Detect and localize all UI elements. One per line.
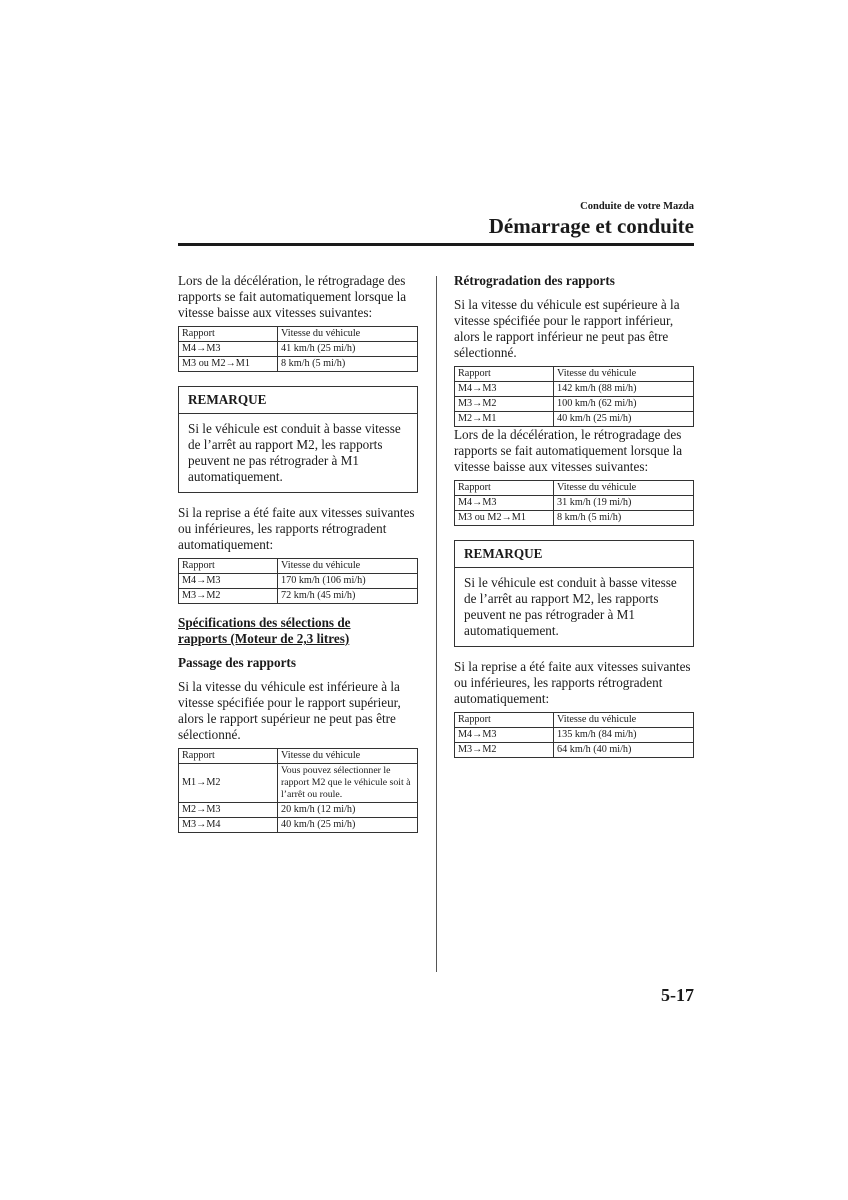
table-header-cell: Vitesse du véhicule bbox=[278, 749, 418, 764]
table-cell: M4→M3 bbox=[455, 496, 554, 511]
table-cell: 72 km/h (45 mi/h) bbox=[278, 589, 418, 604]
right-table-reprise bbox=[454, 712, 694, 758]
table-cell: 100 km/h (62 mi/h) bbox=[554, 397, 694, 412]
table-row bbox=[455, 397, 694, 412]
table-row bbox=[179, 764, 418, 803]
page-number: 5-17 bbox=[661, 985, 694, 1005]
header-divider bbox=[178, 243, 694, 246]
table-cell: 41 km/h (25 mi/h) bbox=[278, 342, 418, 357]
table-cell: 40 km/h (25 mi/h) bbox=[554, 412, 694, 427]
table-cell: M3→M2 bbox=[455, 397, 554, 412]
left-table-passage bbox=[178, 748, 418, 833]
table-row bbox=[455, 728, 694, 743]
table-header-row bbox=[455, 481, 694, 496]
table-row bbox=[455, 511, 694, 526]
table-row bbox=[179, 589, 418, 604]
table-cell: M3 ou M2→M1 bbox=[455, 511, 554, 526]
table-cell: Vous pouvez sélectionner le rapport M2 que le véhicule soit à l’arrêt ou roule. bbox=[278, 764, 418, 803]
table-cell: M3→M2 bbox=[455, 743, 554, 758]
right-table-decel bbox=[454, 480, 694, 526]
table-header-cell: Rapport bbox=[179, 559, 278, 574]
page-title: Démarrage et conduite bbox=[488, 214, 694, 238]
table-header-row bbox=[455, 713, 694, 728]
table-row bbox=[179, 818, 418, 833]
left-table-decel bbox=[178, 326, 418, 372]
table-header-row bbox=[179, 327, 418, 342]
table-header-row bbox=[455, 367, 694, 382]
table-header-row bbox=[179, 559, 418, 574]
table-cell: 20 km/h (12 mi/h) bbox=[278, 803, 418, 818]
table-row bbox=[179, 357, 418, 372]
table-header-cell: Rapport bbox=[455, 367, 554, 382]
retro-paragraph: Si la vitesse du véhicule est supérieure à la vitesse spécifiée pour le rapport inférieur, alors le rapport inférieur ne peut pas être sélectionné. bbox=[454, 297, 680, 360]
table-row bbox=[455, 743, 694, 758]
table-cell: M3→M4 bbox=[179, 818, 278, 833]
table-header-cell: Vitesse du véhicule bbox=[554, 713, 694, 728]
table-cell: 8 km/h (5 mi/h) bbox=[278, 357, 418, 372]
table-row bbox=[455, 412, 694, 427]
table-cell: 31 km/h (19 mi/h) bbox=[554, 496, 694, 511]
table-cell: M3 ou M2→M1 bbox=[179, 357, 278, 372]
table-cell: M2→M3 bbox=[179, 803, 278, 818]
right-table-retro bbox=[454, 366, 694, 427]
table-cell: M3→M2 bbox=[179, 589, 278, 604]
left-intro-paragraph: Lors de la décélération, le rétrogradage des rapports se fait automatiquement lorsque la vitesse baisse aux vitesses suivantes: bbox=[178, 273, 407, 320]
left-column bbox=[178, 273, 418, 833]
left-note-box bbox=[178, 386, 418, 493]
retro-heading: Rétrogradation des rapports bbox=[454, 273, 615, 288]
table-header-cell: Vitesse du véhicule bbox=[278, 327, 418, 342]
table-header-cell: Vitesse du véhicule bbox=[554, 367, 694, 382]
table-cell: M2→M1 bbox=[455, 412, 554, 427]
table-cell: 135 km/h (84 mi/h) bbox=[554, 728, 694, 743]
spec-heading: Spécifications des sélections de rapports (Moteur de 2,3 litres) bbox=[178, 615, 351, 646]
table-cell: 40 km/h (25 mi/h) bbox=[278, 818, 418, 833]
note-body: Si le véhicule est conduit à basse vitesse de l’arrêt au rapport M2, les rapports peuvent ne pas rétrograder à M1 automatiquement. bbox=[464, 575, 677, 638]
table-cell: M4→M3 bbox=[179, 342, 278, 357]
table-cell: 8 km/h (5 mi/h) bbox=[554, 511, 694, 526]
table-cell: M4→M3 bbox=[455, 382, 554, 397]
table-header-row bbox=[179, 749, 418, 764]
table-row bbox=[455, 496, 694, 511]
table-cell: M1→M2 bbox=[179, 764, 278, 803]
right-note-box bbox=[454, 540, 694, 647]
table-cell: 64 km/h (40 mi/h) bbox=[554, 743, 694, 758]
table-header-cell: Rapport bbox=[455, 713, 554, 728]
right-reprise-paragraph: Si la reprise a été faite aux vitesses suivantes ou inférieures, les rapports rétrogradent automatiquement: bbox=[454, 659, 691, 706]
table-header-cell: Rapport bbox=[179, 327, 278, 342]
table-cell: 170 km/h (106 mi/h) bbox=[278, 574, 418, 589]
right-column bbox=[454, 273, 694, 758]
table-header-cell: Vitesse du véhicule bbox=[554, 481, 694, 496]
passage-heading: Passage des rapports bbox=[178, 655, 296, 670]
table-row bbox=[455, 382, 694, 397]
passage-paragraph: Si la vitesse du véhicule est inférieure à la vitesse spécifiée pour le rapport supérieur, alors le rapport supérieur ne peut pas être sélectionné. bbox=[178, 679, 401, 742]
table-row bbox=[179, 342, 418, 357]
left-table-reprise bbox=[178, 558, 418, 604]
table-cell: M4→M3 bbox=[179, 574, 278, 589]
note-title: REMARQUE bbox=[455, 541, 693, 568]
table-header-cell: Rapport bbox=[455, 481, 554, 496]
table-cell: 142 km/h (88 mi/h) bbox=[554, 382, 694, 397]
left-reprise-paragraph: Si la reprise a été faite aux vitesses suivantes ou inférieures, les rapports rétrogradent automatiquement: bbox=[178, 505, 415, 552]
table-row bbox=[179, 803, 418, 818]
section-label: Conduite de votre Mazda bbox=[580, 201, 694, 212]
note-body: Si le véhicule est conduit à basse vitesse de l’arrêt au rapport M2, les rapports peuvent ne pas rétrograder à M1 automatiquement. bbox=[188, 421, 401, 484]
note-title: REMARQUE bbox=[179, 387, 417, 414]
table-header-cell: Rapport bbox=[179, 749, 278, 764]
table-row bbox=[179, 574, 418, 589]
column-divider bbox=[436, 276, 437, 972]
right-intro-paragraph: Lors de la décélération, le rétrogradage des rapports se fait automatiquement lorsque la vitesse baisse aux vitesses suivantes: bbox=[454, 427, 683, 474]
table-cell: M4→M3 bbox=[455, 728, 554, 743]
table-header-cell: Vitesse du véhicule bbox=[278, 559, 418, 574]
